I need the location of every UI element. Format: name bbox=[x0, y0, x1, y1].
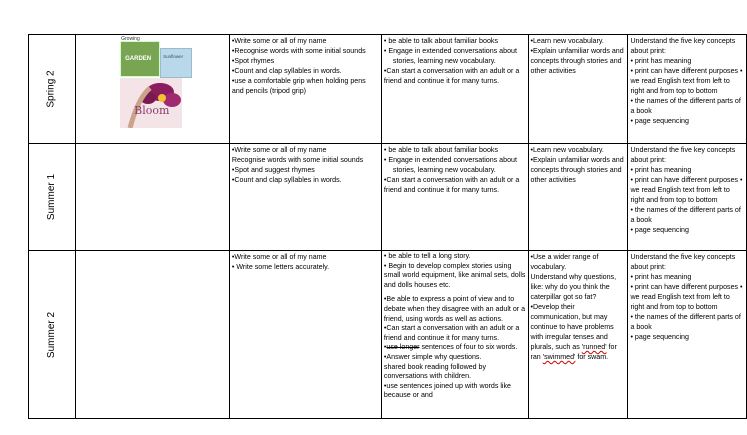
table-row bbox=[29, 35, 747, 144]
flower-icon bbox=[120, 78, 182, 128]
vocabulary-cell: •Learn new vocabulary. •Explain unfamiliar words and concepts through stories and other activities bbox=[528, 35, 628, 144]
empty-cell bbox=[76, 144, 230, 251]
term-cell bbox=[29, 35, 76, 144]
term-label: Summer 2 bbox=[46, 311, 58, 358]
speaking-cell: • be able to talk about familiar books • Engage in extended conversations about stories, learning new vocabulary. •Can start a conversation with an adult or a friend and continue it for many turns. bbox=[381, 35, 528, 144]
writing-cell: •Write some or all of my name Recognise words with some initial sounds •Spot and suggest rhymes •Count and clap syllables in words. bbox=[229, 144, 381, 251]
vocabulary-cell: •Use a wider range of vocabulary. Understand why questions, like: why do you think the caterpillar got so fat? •Develop their communication, but may continue to have problems with irregular tenses and plurals, such as 'runned' for ran 'swimmed' for swam. bbox=[528, 251, 628, 419]
book-cover-bloom: Bloom bbox=[120, 78, 182, 128]
term-label: Summer 1 bbox=[46, 173, 58, 221]
speaking-cell: • be able to talk about familiar books • Engage in extended conversations about stories, learning new vocabulary. •Can start a conversation with an adult or a friend and continue it for many turns. bbox=[381, 144, 528, 251]
curriculum-table bbox=[28, 34, 747, 419]
table-row bbox=[29, 251, 747, 419]
book-cover-sunflower: Sunflower bbox=[160, 48, 192, 78]
print-concepts-cell: Understand the five key concepts about print: • print has meaning • print can have different purposes • we read English text from left to right and from top to bottom • the names of the different parts of a book • page sequencing bbox=[628, 251, 747, 419]
table-row bbox=[29, 144, 747, 251]
writing-cell: •Write some or all of my name • Write some letters accurately. bbox=[229, 251, 381, 419]
book-covers bbox=[120, 36, 200, 131]
term-cell bbox=[29, 251, 76, 419]
speaking-cell: • be able to tell a long story. • Begin to develop complex stories using small world equipment, like animal sets, dolls and dolls houses etc. •Be able to express a point of view and to debate when they disagree with an adult or a friend, using words as well as actions. •Can start a conversation with an adult or a friend and continue it for many turns. •use longer sentences of four to six words. •Answer simple why questions. shared book reading followed by conversations with children. •use sentences joined up with words like because or and bbox=[381, 251, 528, 419]
book-covers-cell bbox=[76, 35, 230, 144]
writing-cell: •Write some or all of my name •Recognise words with some initial sounds •Spot rhymes •Count and clap syllables in words. •use a comfortable grip when holding pens and pencils (tripod grip) bbox=[229, 35, 381, 144]
print-concepts-cell: Understand the five key concepts about print: • print has meaning • print can have different purposes • we read English text from left to right and from top to bottom • the names of the different parts of a book • page sequencing bbox=[628, 144, 747, 251]
book-cover-garden: Growing GARDEN bbox=[120, 41, 160, 77]
term-cell bbox=[29, 144, 76, 251]
print-concepts-cell: Understand the five key concepts about print: • print has meaning • print can have different purposes • we read English text from left to right and from top to bottom • the names of the different parts of a book • page sequencing bbox=[628, 35, 747, 144]
vocabulary-cell: •Learn new vocabulary. •Explain unfamiliar words and concepts through stories and other activities bbox=[528, 144, 628, 251]
term-label: Spring 2 bbox=[46, 70, 58, 108]
empty-cell bbox=[76, 251, 230, 419]
